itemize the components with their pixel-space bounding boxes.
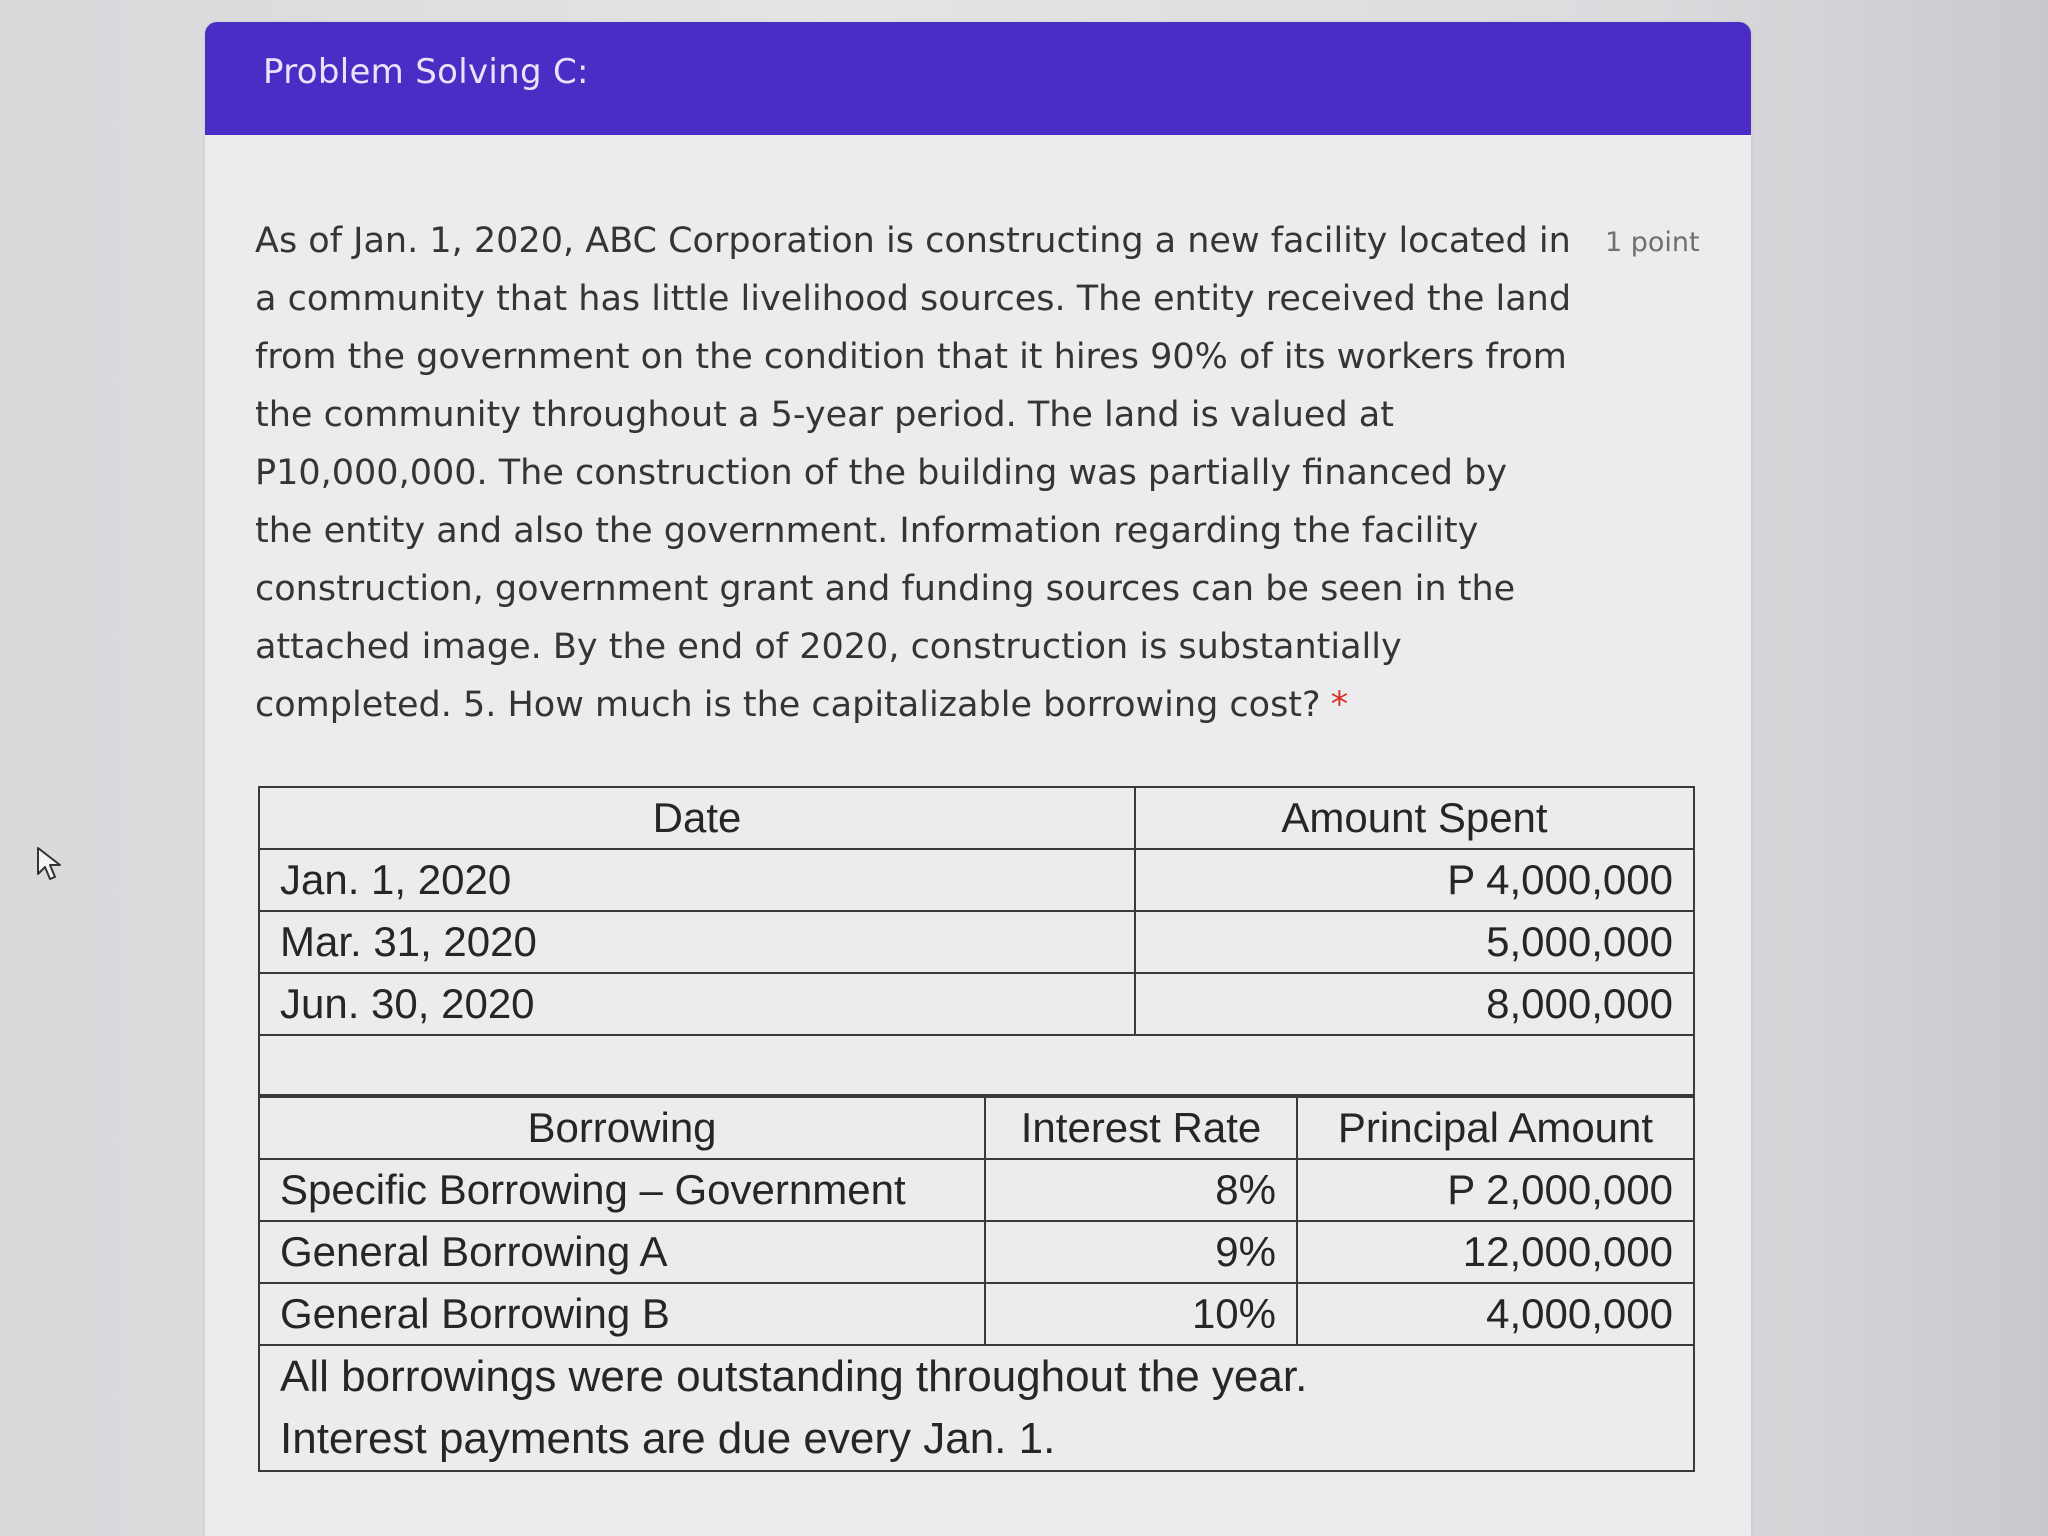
table-row	[259, 911, 1694, 973]
interest-rate: 9%	[985, 1221, 1297, 1283]
question-line: construction, government grant and funding sources can be seen in the	[255, 569, 1516, 609]
question-line: P10,000,000. The construction of the building was partially financed by	[255, 453, 1508, 493]
date-column-header: Date	[259, 787, 1135, 849]
question-line: the community throughout a 5-year period. The land is valued at	[255, 395, 1394, 435]
table-header-row	[259, 1097, 1694, 1159]
note-line: Interest payments are due every Jan. 1.	[280, 1414, 1056, 1463]
amount-column-header: Amount Spent	[1135, 787, 1694, 849]
question-line: attached image. By the end of 2020, construction is substantially	[255, 627, 1402, 667]
interest-rate: 10%	[985, 1283, 1297, 1345]
expenditure-amount: 8,000,000	[1135, 973, 1694, 1035]
note-line: All borrowings were outstanding throughout the year.	[280, 1352, 1308, 1401]
table-row	[259, 1221, 1694, 1283]
borrowing-name: General Borrowing B	[259, 1283, 985, 1345]
borrowing-name: Specific Borrowing – Government	[259, 1159, 985, 1221]
question-line: the entity and also the government. Information regarding the facility	[255, 511, 1479, 551]
table-row	[259, 1159, 1694, 1221]
principal-amount: P 2,000,000	[1297, 1159, 1694, 1221]
table-header-row	[259, 787, 1694, 849]
spacer-cell	[259, 1035, 1694, 1095]
borrowing-column-header: Borrowing	[259, 1097, 985, 1159]
question-text	[255, 212, 1605, 734]
table-row	[259, 1283, 1694, 1345]
table-row	[259, 849, 1694, 911]
expenditure-amount: P 4,000,000	[1135, 849, 1694, 911]
principal-amount: 4,000,000	[1297, 1283, 1694, 1345]
question-line: As of Jan. 1, 2020, ABC Corporation is constructing a new facility located in	[255, 221, 1571, 261]
points-label: 1 point	[1605, 227, 1700, 258]
rate-column-header: Interest Rate	[985, 1097, 1297, 1159]
expenditure-date: Jun. 30, 2020	[259, 973, 1135, 1035]
question-line: a community that has little livelihood sources. The entity received the land	[255, 279, 1572, 319]
table-row	[259, 973, 1694, 1035]
question-line	[255, 676, 1605, 734]
question-line-text: completed. 5. How much is the capitalizable borrowing cost?	[255, 685, 1321, 725]
principal-amount: 12,000,000	[1297, 1221, 1694, 1283]
section-title: Problem Solving C:	[263, 52, 589, 92]
attached-image-table	[258, 786, 1693, 1472]
expenditure-table	[258, 786, 1695, 1096]
principal-column-header: Principal Amount	[1297, 1097, 1694, 1159]
borrowing-table	[258, 1096, 1695, 1472]
table-spacer-row	[259, 1035, 1694, 1095]
notes-cell	[259, 1345, 1694, 1471]
mouse-pointer-icon	[36, 846, 64, 882]
expenditure-date: Mar. 31, 2020	[259, 911, 1135, 973]
borrowing-name: General Borrowing A	[259, 1221, 985, 1283]
interest-rate: 8%	[985, 1159, 1297, 1221]
question-line: from the government on the condition that it hires 90% of its workers from	[255, 337, 1567, 377]
section-header	[205, 22, 1751, 135]
expenditure-date: Jan. 1, 2020	[259, 849, 1135, 911]
required-asterisk: *	[1330, 685, 1349, 725]
expenditure-amount: 5,000,000	[1135, 911, 1694, 973]
table-note-row	[259, 1345, 1694, 1471]
